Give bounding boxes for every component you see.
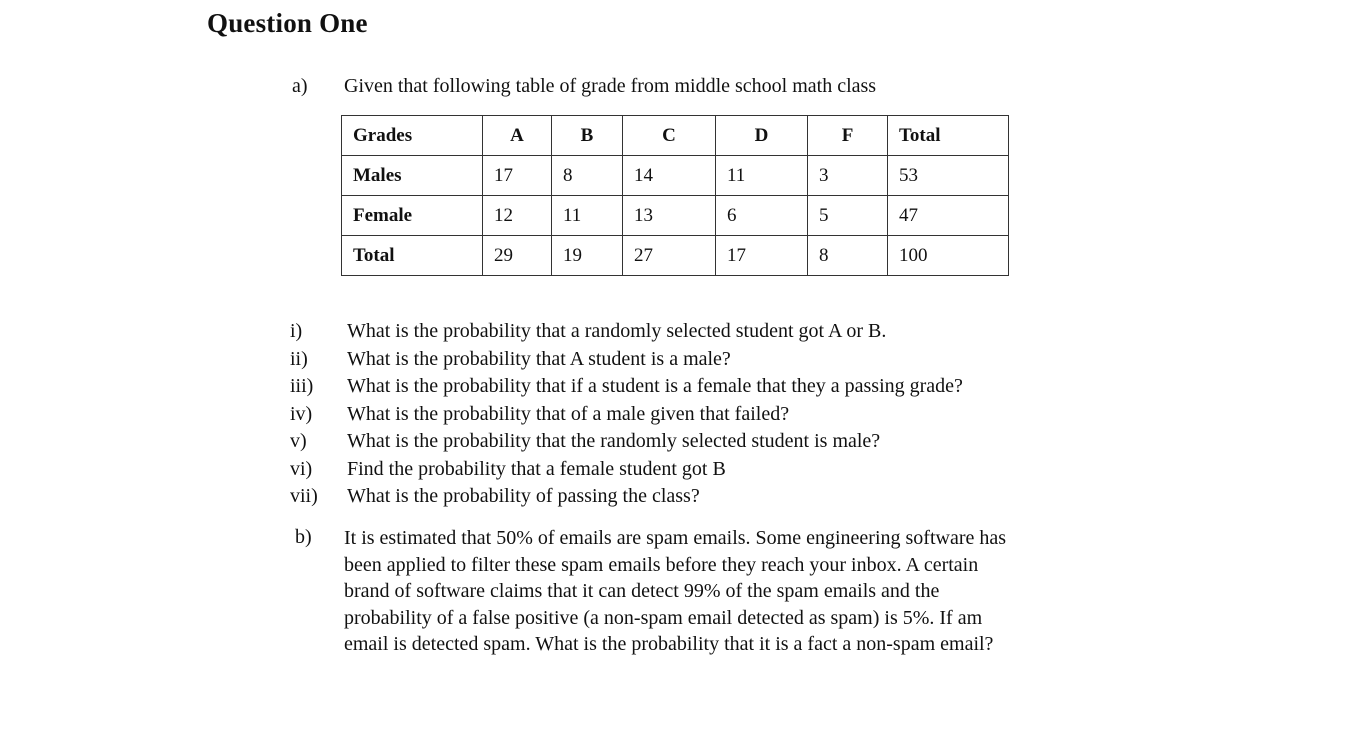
part-b-label: b) <box>295 526 312 548</box>
table-cell: Female <box>342 196 483 236</box>
question-number: i) <box>290 320 303 342</box>
header-cell-grades: Grades <box>342 116 483 156</box>
paragraph-line: email is detected spam. What is the probability that it is a fact a non-spam email? <box>344 633 994 655</box>
table-cell: Males <box>342 156 483 196</box>
part-a-intro: Given that following table of grade from middle school math class <box>344 75 877 97</box>
header-cell-d: D <box>716 116 808 156</box>
table-cell: 5 <box>808 196 888 236</box>
table-cell: Total <box>342 236 483 276</box>
paragraph-line: brand of software claims that it can detect 99% of the spam emails and the <box>344 580 940 602</box>
header-cell-f: F <box>808 116 888 156</box>
table-row-female <box>342 196 1009 236</box>
table-cell: 11 <box>552 196 623 236</box>
table-cell: 8 <box>808 236 888 276</box>
question-text: What is the probability of passing the class? <box>347 485 700 507</box>
question-number: v) <box>290 430 307 452</box>
grade-table <box>341 115 1009 276</box>
question-number: vi) <box>290 457 313 480</box>
paragraph-line: It is estimated that 50% of emails are spam emails. Some engineering software has <box>344 527 1007 549</box>
question-text: What is the probability that A student is a male? <box>347 347 731 370</box>
table-cell: 17 <box>716 236 808 276</box>
question-text: What is the probability that if a student is a female that they a passing grade? <box>347 375 963 397</box>
question-number: vii) <box>290 485 318 507</box>
question-text: What is the probability that a randomly selected student got A or B. <box>347 320 887 342</box>
table-cell: 17 <box>483 156 552 196</box>
question-number: iii) <box>290 375 314 397</box>
list-item <box>290 346 963 374</box>
list-item <box>290 318 963 346</box>
question-text: What is the probability that of a male given that failed? <box>347 402 790 425</box>
paragraph-line: been applied to filter these spam emails before they reach your inbox. A certain <box>344 553 979 576</box>
paragraph-line: probability of a false positive (a non-spam email detected as spam) is 5%. If am <box>344 606 983 629</box>
list-item <box>290 456 963 484</box>
list-item <box>290 373 963 401</box>
question-text: What is the probability that the randomly selected student is male? <box>347 430 881 452</box>
header-cell-c: C <box>623 116 716 156</box>
table-cell: 29 <box>483 236 552 276</box>
part-a-label: a) <box>292 75 308 97</box>
question-number: iv) <box>290 402 313 425</box>
list-item <box>290 428 963 456</box>
table-cell: 100 <box>888 236 1009 276</box>
table-cell: 11 <box>716 156 808 196</box>
header-cell-total: Total <box>888 116 1009 156</box>
table-cell: 27 <box>623 236 716 276</box>
table-cell: 6 <box>716 196 808 236</box>
question-list <box>290 318 963 511</box>
table-cell: 19 <box>552 236 623 276</box>
table-cell: 12 <box>483 196 552 236</box>
table-header-row <box>342 116 1009 156</box>
table-row-males <box>342 156 1009 196</box>
header-cell-b: B <box>552 116 623 156</box>
table-cell: 8 <box>552 156 623 196</box>
table-cell: 13 <box>623 196 716 236</box>
question-number: ii) <box>290 347 308 370</box>
table-cell: 53 <box>888 156 1009 196</box>
question-heading: Question One <box>207 8 368 38</box>
list-item <box>290 483 963 511</box>
header-cell-a: A <box>483 116 552 156</box>
table-cell: 47 <box>888 196 1009 236</box>
table-cell: 14 <box>623 156 716 196</box>
question-text: Find the probability that a female student got B <box>347 457 726 480</box>
table-cell: 3 <box>808 156 888 196</box>
table-row-total <box>342 236 1009 276</box>
list-item <box>290 401 963 429</box>
part-b-paragraph <box>344 525 1124 658</box>
